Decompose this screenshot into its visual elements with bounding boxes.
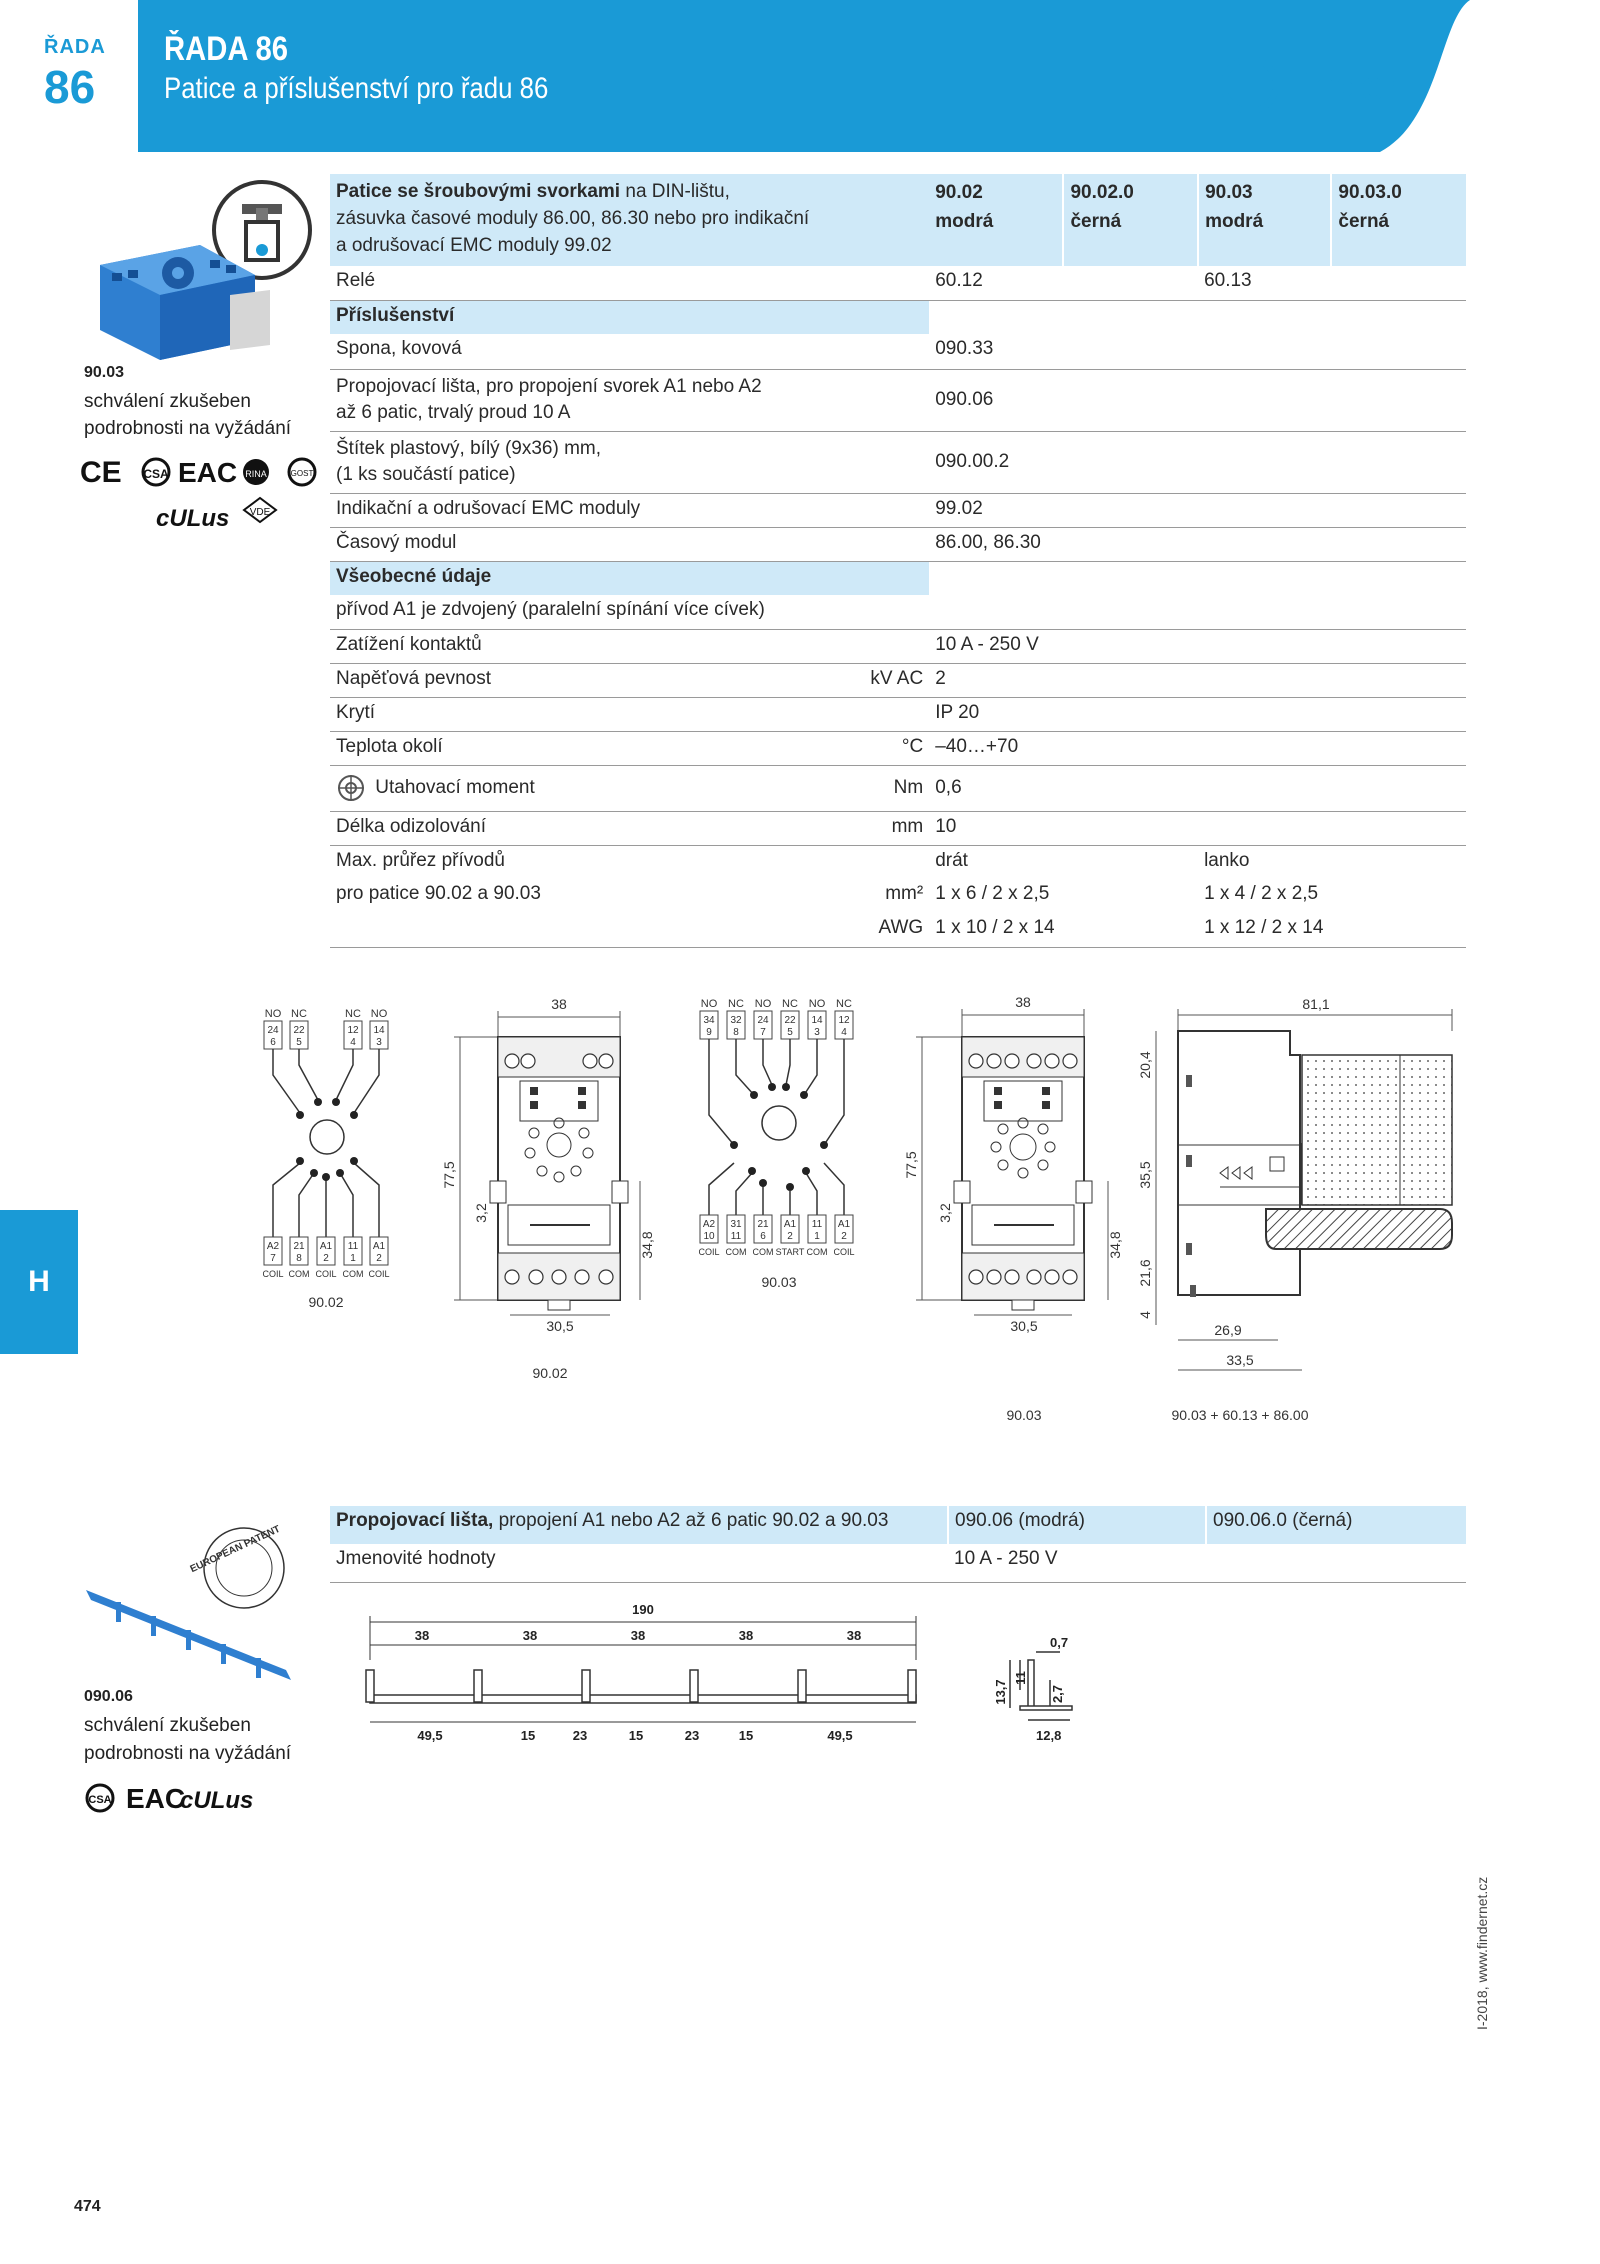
vde-mark-icon <box>244 498 276 522</box>
svg-text:NC: NC <box>782 998 798 1010</box>
row-value: 1 x 12 / 2 x 14 <box>1198 913 1466 947</box>
svg-text:38: 38 <box>846 1628 862 1643</box>
dimension-drawing-90-03 <box>900 995 1140 1425</box>
svg-text:NO: NO <box>264 1008 282 1020</box>
svg-text:1: 1 <box>350 1253 356 1264</box>
approval-note: podrobnosti na vyžádání <box>84 418 292 439</box>
rina-mark-icon <box>243 459 269 485</box>
svg-text:CSA: CSA <box>88 1794 112 1806</box>
svg-text:90.02: 90.02 <box>532 1365 568 1381</box>
svg-text:3,2: 3,2 <box>937 1203 953 1223</box>
svg-text:5: 5 <box>787 1027 793 1038</box>
row-unit: mm² <box>885 883 924 904</box>
svg-text:A1: A1 <box>372 1241 386 1252</box>
svg-text:11: 11 <box>1013 1671 1028 1685</box>
svg-text:11: 11 <box>811 1219 823 1230</box>
row-label: Spona, kovová <box>330 334 929 369</box>
row-value: 090.06 <box>929 369 1466 431</box>
patent-seal-icon <box>189 1524 284 1608</box>
row-value: 99.02 <box>929 493 1466 527</box>
svg-text:6: 6 <box>760 1231 766 1242</box>
row-value: 1 x 6 / 2 x 2,5 <box>935 883 1050 904</box>
svg-text:30,5: 30,5 <box>1010 1318 1038 1334</box>
row-unit: kV AC <box>799 663 930 697</box>
svg-text:COM: COM <box>342 1269 364 1279</box>
row-unit: Nm <box>799 765 930 811</box>
svg-text:49,5: 49,5 <box>827 1728 853 1743</box>
svg-text:38: 38 <box>1015 995 1031 1010</box>
svg-text:NO: NO <box>700 998 718 1010</box>
svg-text:23: 23 <box>684 1728 700 1743</box>
col-code: 090.06 (modrá) <box>948 1506 1206 1544</box>
svg-text:11: 11 <box>347 1241 359 1252</box>
svg-text:34,8: 34,8 <box>1107 1231 1123 1259</box>
svg-text:NC: NC <box>345 1008 361 1020</box>
page-number: 474 <box>74 2198 101 2215</box>
svg-text:A1: A1 <box>319 1241 333 1252</box>
svg-text:38: 38 <box>551 996 567 1012</box>
section-title: Příslušenství <box>336 304 455 326</box>
row-value: 0,6 <box>929 765 1466 811</box>
svg-text:12,8: 12,8 <box>1036 1728 1062 1743</box>
svg-text:7: 7 <box>270 1253 276 1264</box>
svg-text:14: 14 <box>373 1025 385 1036</box>
series-label: ŘADA <box>44 36 106 58</box>
svg-text:32: 32 <box>730 1015 742 1026</box>
section-tab[interactable]: H <box>0 1210 78 1354</box>
svg-text:3,2: 3,2 <box>473 1203 489 1223</box>
row-label: Zatížení kontaktů <box>330 629 799 663</box>
wiring-diagram-90-03 <box>694 995 874 1305</box>
csa-mark-icon <box>143 459 169 485</box>
svg-text:34: 34 <box>703 1015 715 1026</box>
row-label: Jmenovité hodnoty <box>330 1544 948 1582</box>
row-unit: mm <box>799 811 930 845</box>
svg-text:NC: NC <box>291 1008 307 1020</box>
row-label: Krytí <box>330 697 799 731</box>
row-value: 60.13 <box>1198 266 1466 300</box>
svg-text:12: 12 <box>838 1015 850 1026</box>
svg-text:8: 8 <box>733 1027 739 1038</box>
svg-text:77,5: 77,5 <box>441 1161 457 1189</box>
svg-text:COIL: COIL <box>833 1247 855 1257</box>
svg-text:12: 12 <box>347 1025 359 1036</box>
col-color: modrá <box>1205 211 1264 232</box>
certification-marks <box>80 454 330 549</box>
svg-text:38: 38 <box>738 1628 754 1643</box>
svg-text:35,5: 35,5 <box>1137 1161 1153 1189</box>
eac-mark-icon: EAC <box>126 1783 186 1814</box>
table-heading: zásuvka časové moduly 86.00, 86.30 nebo pro indikační <box>336 208 810 229</box>
svg-text:2: 2 <box>376 1253 382 1264</box>
row-value: 10 A - 250 V <box>929 629 1466 663</box>
svg-text:1: 1 <box>814 1231 820 1242</box>
svg-text:8: 8 <box>296 1253 302 1264</box>
svg-text:10: 10 <box>703 1231 715 1242</box>
row-value: IP 20 <box>929 697 1466 731</box>
svg-text:NC: NC <box>728 998 744 1010</box>
row-label: Štítek plastový, bílý (9x36) mm, <box>336 437 602 459</box>
page-title: ŘADA 86 <box>164 30 289 68</box>
svg-text:38: 38 <box>522 1628 538 1643</box>
svg-text:NC: NC <box>836 998 852 1010</box>
svg-text:90.03 + 60.13 + 86.00: 90.03 + 60.13 + 86.00 <box>1171 1407 1309 1423</box>
row-value: 60.12 <box>929 266 1198 300</box>
svg-text:NO: NO <box>370 1008 388 1020</box>
finder-logo <box>1218 52 1448 123</box>
svg-text:38: 38 <box>414 1628 430 1643</box>
svg-text:COIL: COIL <box>262 1269 284 1279</box>
brand-name: finder <box>1284 62 1401 109</box>
svg-text:4: 4 <box>1137 1311 1153 1319</box>
svg-text:21: 21 <box>293 1241 305 1252</box>
wire-type: drát <box>935 849 968 871</box>
svg-text:GOST: GOST <box>290 469 314 478</box>
ce-mark-icon: CE <box>80 456 122 489</box>
svg-text:9: 9 <box>706 1027 712 1038</box>
svg-text:38: 38 <box>630 1628 646 1643</box>
svg-text:13,7: 13,7 <box>993 1679 1008 1705</box>
dimension-drawing-90-02 <box>430 995 675 1395</box>
busbar-dimension-drawing <box>360 1600 1120 1750</box>
svg-text:34,8: 34,8 <box>639 1231 655 1259</box>
svg-text:COM: COM <box>288 1269 310 1279</box>
eac-mark-icon: EAC <box>178 457 238 488</box>
svg-text:COM: COM <box>725 1247 747 1257</box>
table-heading: a odrušovací EMC moduly 99.02 <box>336 235 612 256</box>
socket-photo-90-03 <box>80 235 280 370</box>
row-label: Utahovací moment <box>375 777 535 799</box>
torque-icon <box>336 773 370 803</box>
svg-text:90.02: 90.02 <box>308 1294 344 1310</box>
svg-text:90.03: 90.03 <box>1006 1407 1042 1423</box>
svg-text:7: 7 <box>760 1027 766 1038</box>
row-unit: AWG <box>799 913 930 947</box>
svg-text:33,5: 33,5 <box>1226 1352 1254 1368</box>
svg-text:15: 15 <box>738 1728 754 1743</box>
svg-text:190: 190 <box>632 1602 654 1617</box>
row-label: Časový modul <box>330 527 929 561</box>
ul-mark-icon: cULus <box>180 1787 254 1814</box>
col-code: 90.03.0 <box>1338 182 1402 203</box>
svg-text:22: 22 <box>784 1015 796 1026</box>
col-color: černá <box>1338 211 1390 232</box>
row-label: Teplota okolí <box>330 731 799 765</box>
svg-text:2: 2 <box>841 1231 847 1242</box>
svg-text:2,7: 2,7 <box>1050 1684 1065 1704</box>
svg-text:NO: NO <box>808 998 826 1010</box>
row-value: 1 x 10 / 2 x 14 <box>929 913 1198 947</box>
row-value: 090.33 <box>929 334 1466 369</box>
svg-text:START: START <box>775 1247 805 1257</box>
svg-text:77,5: 77,5 <box>903 1151 919 1179</box>
side-view-drawing <box>1130 995 1470 1425</box>
col-code: 90.02 <box>935 182 983 203</box>
table-heading-bold: Propojovací lišta, <box>336 1510 494 1531</box>
svg-text:26,9: 26,9 <box>1214 1322 1242 1338</box>
svg-text:22: 22 <box>293 1025 305 1036</box>
row-value: 10 <box>929 811 1466 845</box>
col-color: černá <box>1070 211 1122 232</box>
row-unit <box>799 629 930 663</box>
svg-text:4: 4 <box>841 1027 847 1038</box>
approval-note: schválení zkušeben <box>84 391 251 412</box>
product-code: 90.03 <box>84 364 125 381</box>
svg-text:49,5: 49,5 <box>417 1728 443 1743</box>
approval-note: podrobnosti na vyžádání <box>84 1743 292 1764</box>
row-label: Napěťová pevnost <box>330 663 799 697</box>
svg-text:90.03: 90.03 <box>761 1274 797 1290</box>
row-value: 1 x 4 / 2 x 2,5 <box>1204 883 1319 904</box>
section-title: Všeobecné údaje <box>336 565 492 587</box>
row-label: Délka odizolování <box>330 811 799 845</box>
wire-type: lanko <box>1204 849 1250 871</box>
row-value: 2 <box>929 663 1466 697</box>
csa-mark-icon <box>87 1785 113 1811</box>
gost-mark-icon <box>289 459 315 485</box>
svg-text:A1: A1 <box>783 1219 797 1230</box>
svg-text:A2: A2 <box>702 1219 716 1230</box>
approval-note: schválení zkušeben <box>84 1715 251 1736</box>
table-heading: propojení A1 nebo A2 až 6 patic 90.02 a 90.03 <box>493 1510 889 1531</box>
svg-text:24: 24 <box>757 1015 769 1026</box>
svg-text:30,5: 30,5 <box>546 1318 574 1334</box>
svg-text:15: 15 <box>628 1728 644 1743</box>
row-label: (1 ks součástí patice) <box>336 463 516 485</box>
series-number: 86 <box>44 61 96 113</box>
row-label: až 6 patic, trvalý proud 10 A <box>336 401 571 423</box>
row-label: Relé <box>330 266 929 300</box>
row-label: Max. průřez přívodů <box>336 849 505 871</box>
svg-text:23: 23 <box>572 1728 588 1743</box>
row-note: přívod A1 je zdvojený (paralelní spínání více cívek) <box>330 595 929 629</box>
svg-text:14: 14 <box>811 1015 823 1026</box>
svg-text:20,4: 20,4 <box>1137 1051 1153 1079</box>
spec-table <box>330 174 1466 948</box>
page-subtitle: Patice a příslušenství pro řadu 86 <box>164 72 549 105</box>
ul-mark-icon: cULus <box>156 505 230 532</box>
col-color: modrá <box>935 211 994 232</box>
busbar-photo <box>76 1520 306 1695</box>
footer-vertical-text: I-2018, www.findernet.cz <box>1474 1876 1490 2030</box>
svg-text:RINA: RINA <box>245 469 267 479</box>
svg-text:COIL: COIL <box>368 1269 390 1279</box>
table-heading: na DIN-lištu, <box>620 181 730 202</box>
row-label: pro patice 90.02 a 90.03 <box>336 883 541 904</box>
svg-text:COIL: COIL <box>698 1247 720 1257</box>
svg-text:2: 2 <box>787 1231 793 1242</box>
svg-text:21,6: 21,6 <box>1137 1259 1153 1287</box>
svg-text:4: 4 <box>350 1037 356 1048</box>
row-value: 090.00.2 <box>929 431 1466 493</box>
col-code: 090.06.0 (černá) <box>1213 1510 1353 1531</box>
row-unit <box>799 697 930 731</box>
row-label: Propojovací lišta, pro propojení svorek A1 nebo A2 <box>336 375 762 397</box>
svg-text:A2: A2 <box>266 1241 280 1252</box>
table-heading-bold: Patice se šroubovými svorkami <box>336 181 621 202</box>
busbar-table <box>330 1506 1466 1583</box>
svg-text:24: 24 <box>267 1025 279 1036</box>
row-value: –40…+70 <box>929 731 1466 765</box>
svg-text:2: 2 <box>323 1253 329 1264</box>
certification-marks <box>84 1778 284 1823</box>
row-value: 86.00, 86.30 <box>929 527 1466 561</box>
row-value: 10 A - 250 V <box>948 1544 1466 1582</box>
svg-text:15: 15 <box>520 1728 536 1743</box>
wiring-diagram-90-02 <box>256 1005 416 1315</box>
svg-text:31: 31 <box>730 1219 742 1230</box>
svg-text:6: 6 <box>270 1037 276 1048</box>
col-code: 90.03 <box>1205 182 1253 203</box>
svg-text:81,1: 81,1 <box>1302 996 1330 1012</box>
svg-text:VDE: VDE <box>249 507 271 518</box>
row-unit: °C <box>799 731 930 765</box>
svg-text:NO: NO <box>754 998 772 1010</box>
svg-text:COIL: COIL <box>315 1269 337 1279</box>
row-label: Indikační a odrušovací EMC moduly <box>330 493 929 527</box>
svg-text:0,7: 0,7 <box>1050 1635 1069 1650</box>
col-code: 90.02.0 <box>1070 182 1134 203</box>
svg-text:CSA: CSA <box>143 467 169 481</box>
svg-text:3: 3 <box>376 1037 382 1048</box>
svg-text:EUROPEAN PATENT: EUROPEAN PATENT <box>188 1523 283 1576</box>
svg-text:COM: COM <box>806 1247 828 1257</box>
product-code: 090.06 <box>84 1688 133 1705</box>
svg-text:11: 11 <box>730 1231 742 1242</box>
svg-text:COM: COM <box>752 1247 774 1257</box>
svg-text:3: 3 <box>814 1027 820 1038</box>
svg-text:21: 21 <box>757 1219 769 1230</box>
svg-text:A1: A1 <box>837 1219 851 1230</box>
svg-text:5: 5 <box>296 1037 302 1048</box>
